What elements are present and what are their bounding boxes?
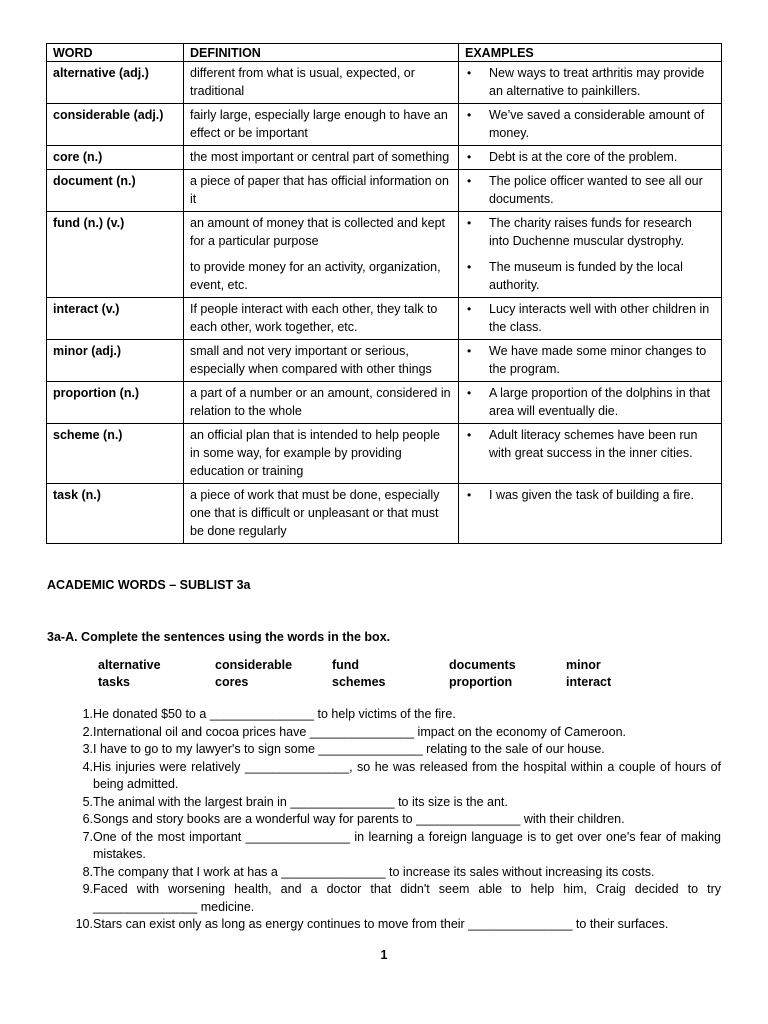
header-word: WORD <box>47 44 184 62</box>
vocab-definition: an official plan that is intended to help people in some way, for example by providing education or training <box>190 428 440 478</box>
sentence-text: The company that I work at has a _______________ to increase its sales without increasing its costs. <box>93 864 655 879</box>
sentence-number: 1. <box>82 707 93 721</box>
example-list <box>465 426 715 462</box>
word-box-item: cores <box>215 675 249 689</box>
word-box-item: fund <box>332 658 360 672</box>
vocab-definition-cell <box>184 340 459 382</box>
vocab-examples-cell <box>459 212 722 298</box>
vocab-definition: the most important or central part of something <box>190 150 450 164</box>
word-box <box>98 657 698 690</box>
word-box-item: documents <box>449 658 516 672</box>
vocab-definition-cell <box>184 382 459 424</box>
vocab-definition: an amount of money that is collected and kept for a particular purpose <box>190 216 446 248</box>
example-sentence: • Lucy interacts well with other children in the class. <box>465 300 715 336</box>
example-sentence: • Debt is at the core of the problem. <box>465 148 715 166</box>
example-sentence: • The charity raises funds for research into Duchenne muscular dystrophy. <box>465 214 715 250</box>
sentence-number: 4. <box>82 759 93 774</box>
sublist-title: ACADEMIC WORDS – SUBLIST 3a <box>47 578 251 592</box>
example-sentence: • Adult literacy schemes have been run with great success in the inner cities. <box>465 426 715 462</box>
sentence-number: 10. <box>75 917 93 931</box>
exercise-sentences <box>64 706 721 934</box>
word-box-item: alternative <box>98 658 161 672</box>
example-list <box>465 148 715 166</box>
vocab-definition-cell <box>184 146 459 170</box>
vocab-word: considerable (adj.) <box>47 104 184 146</box>
word-box-item: considerable <box>215 658 293 672</box>
table-row <box>47 170 722 212</box>
example-list <box>465 300 715 336</box>
example-sentence: • The police officer wanted to see all our documents. <box>465 172 715 208</box>
vocab-definition-cell <box>184 484 459 544</box>
sentence-text: Faced with worsening health, and a doctor that didn't seem able to help him, Craig decided to try _______________ medicine. <box>93 882 721 914</box>
vocab-definition-cell <box>184 104 459 146</box>
table-body <box>47 62 722 544</box>
vocab-definition-cell <box>184 424 459 484</box>
sentence-number: 8. <box>82 864 93 879</box>
vocab-definition: If people interact with each other, they talk to each other, work together, etc. <box>190 302 438 334</box>
example-sentence: • I was given the task of building a fire. <box>465 486 715 504</box>
vocab-word: document (n.) <box>47 170 184 212</box>
vocab-word: interact (v.) <box>47 298 184 340</box>
vocab-examples-cell <box>459 484 722 544</box>
table-header-row <box>47 44 722 62</box>
sentence-number: 5. <box>82 794 93 809</box>
vocab-word: core (n.) <box>47 146 184 170</box>
table-row <box>47 62 722 104</box>
sentence-text: International oil and cocoa prices have _______________ impact on the economy of Cameroon. <box>93 724 626 739</box>
example-list <box>465 486 715 504</box>
vocab-examples-cell <box>459 62 722 104</box>
sentence-text: Stars can exist only as long as energy continues to move from their _______________ to their surfaces. <box>93 917 669 931</box>
table-row <box>47 424 722 484</box>
list-item <box>64 741 721 759</box>
vocab-word: proportion (n.) <box>47 382 184 424</box>
vocab-examples-cell <box>459 382 722 424</box>
example-sentence: • We have made some minor changes to the program. <box>465 342 715 378</box>
sentence-text: Songs and story books are a wonderful way for parents to _______________ with their children. <box>93 812 625 826</box>
vocab-word: scheme (n.) <box>47 424 184 484</box>
vocab-definition: to provide money for an activity, organization, event, etc. <box>190 260 441 292</box>
header-definition: DEFINITION <box>184 44 459 62</box>
vocab-definition-cell <box>184 212 459 298</box>
vocabulary-table <box>46 43 722 544</box>
example-list <box>465 106 715 142</box>
table-row <box>47 146 722 170</box>
sentence-text: His injuries were relatively _______________, so he was released from the hospital within a couple of hours of being admitted. <box>93 759 721 791</box>
sentence-number: 3. <box>82 742 93 756</box>
list-item <box>64 811 721 829</box>
table-row <box>47 104 722 146</box>
sentence-number: 2. <box>82 724 93 739</box>
vocab-definition: a piece of paper that has official information on it <box>190 174 449 206</box>
vocab-word: alternative (adj.) <box>47 62 184 104</box>
vocab-examples-cell <box>459 424 722 484</box>
list-item <box>64 759 721 794</box>
sentence-text: He donated $50 to a _______________ to help victims of the fire. <box>93 707 456 721</box>
word-box-item: interact <box>566 675 612 689</box>
table-row <box>47 382 722 424</box>
example-list <box>465 384 715 420</box>
table-row <box>47 298 722 340</box>
page-number: 1 <box>380 948 388 962</box>
list-item <box>64 724 721 742</box>
example-sentence: • The museum is funded by the local authority. <box>465 258 715 294</box>
example-sentence: • We’ve saved a considerable amount of money. <box>465 106 715 142</box>
vocab-definition: a piece of work that must be done, especially one that is difficult or unpleasant or that must be done regularly <box>190 488 440 538</box>
vocab-examples-cell <box>459 170 722 212</box>
list-item <box>64 794 721 812</box>
vocab-word: task (n.) <box>47 484 184 544</box>
example-list <box>465 64 715 100</box>
sentence-text: The animal with the largest brain in _______________ to its size is the ant. <box>93 794 508 809</box>
vocab-definition: different from what is usual, expected, or traditional <box>190 66 415 98</box>
table-row <box>47 212 722 298</box>
list-item <box>64 829 721 864</box>
example-list <box>465 214 715 294</box>
vocab-examples-cell <box>459 340 722 382</box>
example-sentence: • A large proportion of the dolphins in that area will eventually die. <box>465 384 715 420</box>
example-list <box>465 172 715 208</box>
word-box-item: schemes <box>332 675 386 689</box>
vocab-examples-cell <box>459 146 722 170</box>
vocab-examples-cell <box>459 104 722 146</box>
table-row <box>47 340 722 382</box>
sentence-number: 6. <box>82 812 93 826</box>
list-item <box>64 864 721 882</box>
example-sentence: • New ways to treat arthritis may provide an alternative to painkillers. <box>465 64 715 100</box>
vocab-definition: fairly large, especially large enough to have an effect or be important <box>190 108 448 140</box>
sentence-number: 7. <box>82 829 93 844</box>
word-box-item: proportion <box>449 675 513 689</box>
vocab-definition: small and not very important or serious, especially when compared with other things <box>190 344 432 376</box>
word-box-item: tasks <box>98 675 130 689</box>
vocab-definition: a part of a number or an amount, considered in relation to the whole <box>190 386 451 418</box>
vocab-word: minor (adj.) <box>47 340 184 382</box>
word-box-item: minor <box>566 658 601 672</box>
list-item <box>64 706 721 724</box>
vocab-definition-cell <box>184 62 459 104</box>
sentence-text: One of the most important _______________ in learning a foreign language is to get over one's fear of making mistakes. <box>93 829 721 861</box>
sentence-text: I have to go to my lawyer's to sign some _______________ relating to the sale of our house. <box>93 742 605 756</box>
vocab-word: fund (n.) (v.) <box>47 212 184 298</box>
vocab-definition-cell <box>184 298 459 340</box>
vocab-examples-cell <box>459 298 722 340</box>
header-examples: EXAMPLES <box>459 44 722 62</box>
vocab-definition-cell <box>184 170 459 212</box>
table-row <box>47 484 722 544</box>
sentence-number: 9. <box>82 882 93 896</box>
list-item <box>64 881 721 916</box>
example-list <box>465 342 715 378</box>
exercise-instruction: 3a-A. Complete the sentences using the words in the box. <box>47 630 391 644</box>
list-item <box>64 916 721 934</box>
